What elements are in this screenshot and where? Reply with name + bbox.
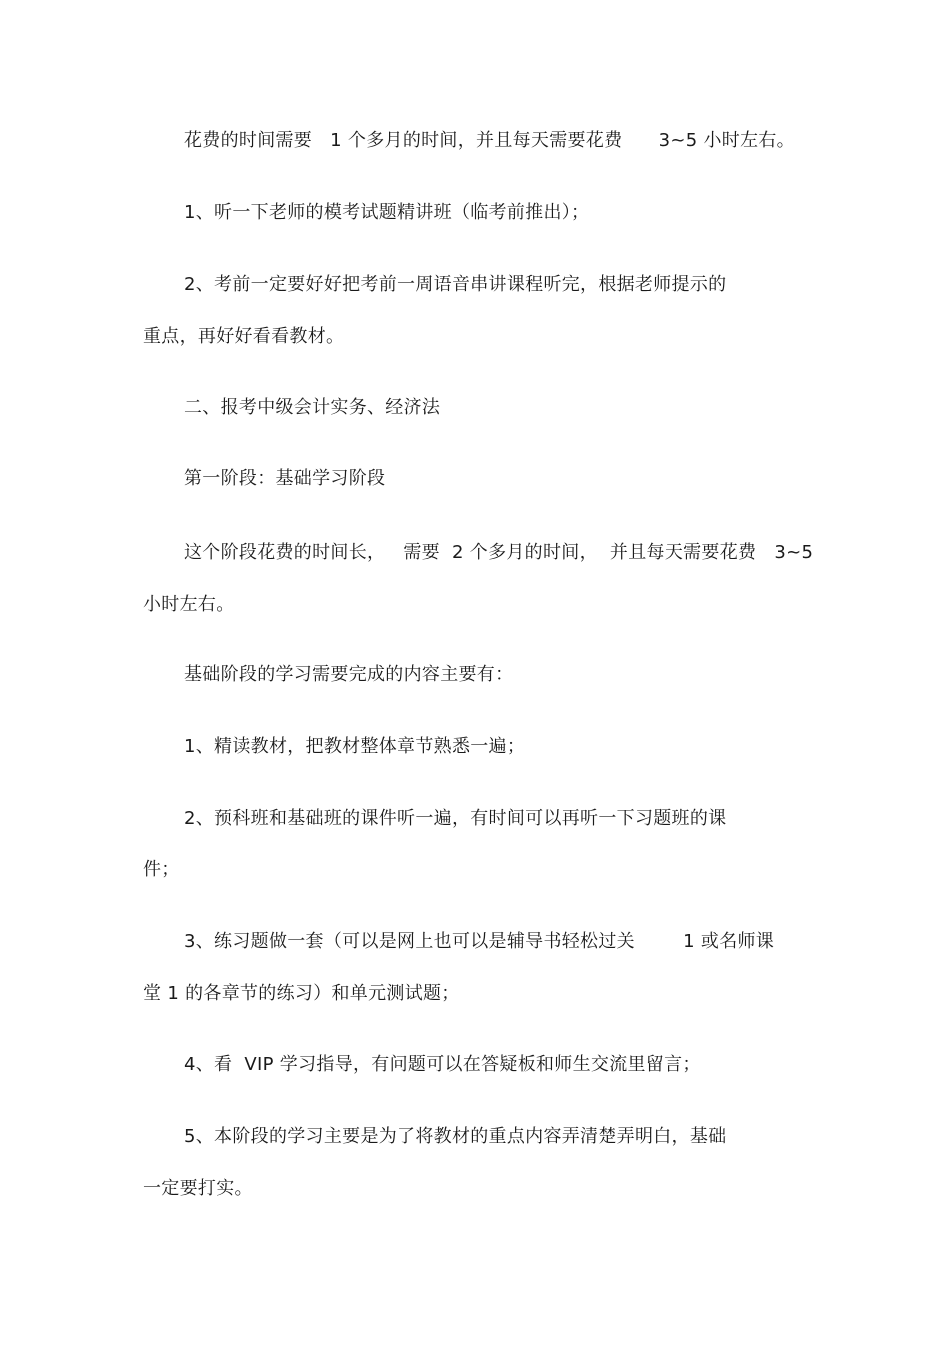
section-heading-intermediate-accounting: 二、报考中级会计实务、经济法 bbox=[184, 397, 441, 418]
list-item-5-goal-line-1: 5、本阶段的学习主要是为了将教材的重点内容弄清楚弄明白，基础 bbox=[184, 1126, 727, 1147]
paragraph-basic-stage-content: 基础阶段的学习需要完成的内容主要有： bbox=[184, 664, 514, 685]
paragraph-study-time-line: 花费的时间需要 1 个多月的时间，并且每天需要花费 3~5 小时左右。 bbox=[184, 130, 795, 151]
paragraph-stage-duration-line-1: 这个阶段花费的时间长， 需要 2 个多月的时间， 并且每天需要花费 3~5 bbox=[184, 542, 814, 563]
list-item-5-goal-line-2: 一定要打实。 bbox=[143, 1178, 253, 1199]
stage-heading-basic-learning: 第一阶段：基础学习阶段 bbox=[184, 468, 386, 489]
list-item-2-review-line-1: 2、考前一定要好好把考前一周语音串讲课程听完，根据老师提示的 bbox=[184, 274, 727, 295]
list-item-2-review-line-2: 重点，再好好看看教材。 bbox=[143, 326, 345, 347]
paragraph-stage-duration-line-2: 小时左右。 bbox=[143, 594, 235, 615]
list-item-3-exercises-line-1: 3、练习题做一套（可以是网上也可以是辅导书轻松过关 1 或名师课 bbox=[184, 931, 775, 952]
list-item-1-read-textbook: 1、精读教材，把教材整体章节熟悉一遍； bbox=[184, 736, 526, 757]
list-item-2-courseware-line-2: 件； bbox=[143, 859, 180, 880]
list-item-3-exercises-line-2: 堂 1 的各章节的练习）和单元测试题； bbox=[143, 983, 460, 1004]
list-item-1-mock-exam: 1、听一下老师的模考试题精讲班（临考前推出）； bbox=[184, 202, 590, 223]
list-item-4-vip-guidance: 4、看 VIP 学习指导，有问题可以在答疑板和师生交流里留言； bbox=[184, 1054, 701, 1075]
list-item-2-courseware-line-1: 2、预科班和基础班的课件听一遍，有时间可以再听一下习题班的课 bbox=[184, 808, 727, 829]
